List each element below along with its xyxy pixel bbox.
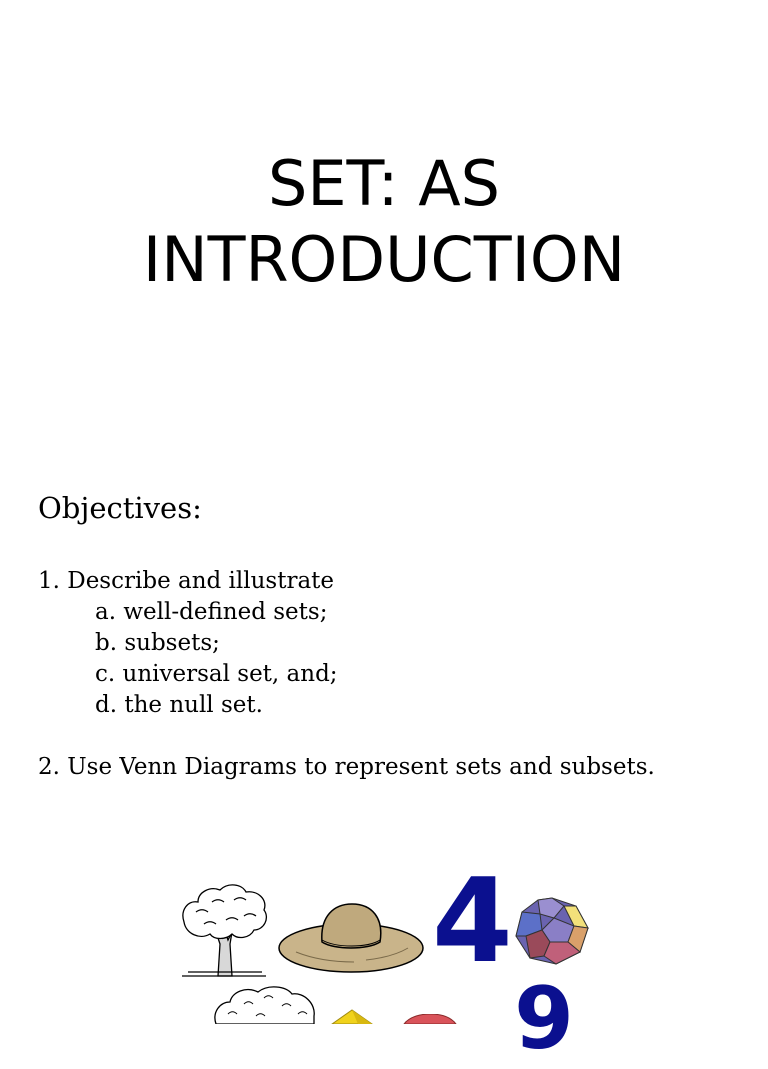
number-four: 4 — [432, 854, 513, 989]
objective-1: 1. Describe and illustrate — [38, 568, 335, 594]
slide-title — [0, 146, 768, 298]
title-line-2: INTRODUCTION — [142, 223, 626, 296]
objectives-heading: Objectives: — [38, 491, 202, 525]
objective-1b: b. subsets; — [95, 630, 220, 656]
hat-icon — [276, 900, 426, 976]
objectives-list — [38, 566, 678, 783]
polyhedron-icon — [514, 896, 590, 966]
tree-icon — [178, 882, 270, 978]
title-line-1: SET: AS — [268, 147, 500, 220]
objective-2: 2. Use Venn Diagrams to represent sets and subsets. — [38, 754, 655, 780]
objective-1c: c. universal set, and; — [95, 661, 338, 687]
ball-icon — [402, 1014, 458, 1024]
number-nine: 9 — [514, 969, 574, 1069]
cube-icon — [322, 1008, 384, 1024]
objective-1a: a. well-defined sets; — [95, 599, 328, 625]
bush-icon — [212, 984, 318, 1024]
objective-1d: d. the null set. — [95, 692, 263, 718]
